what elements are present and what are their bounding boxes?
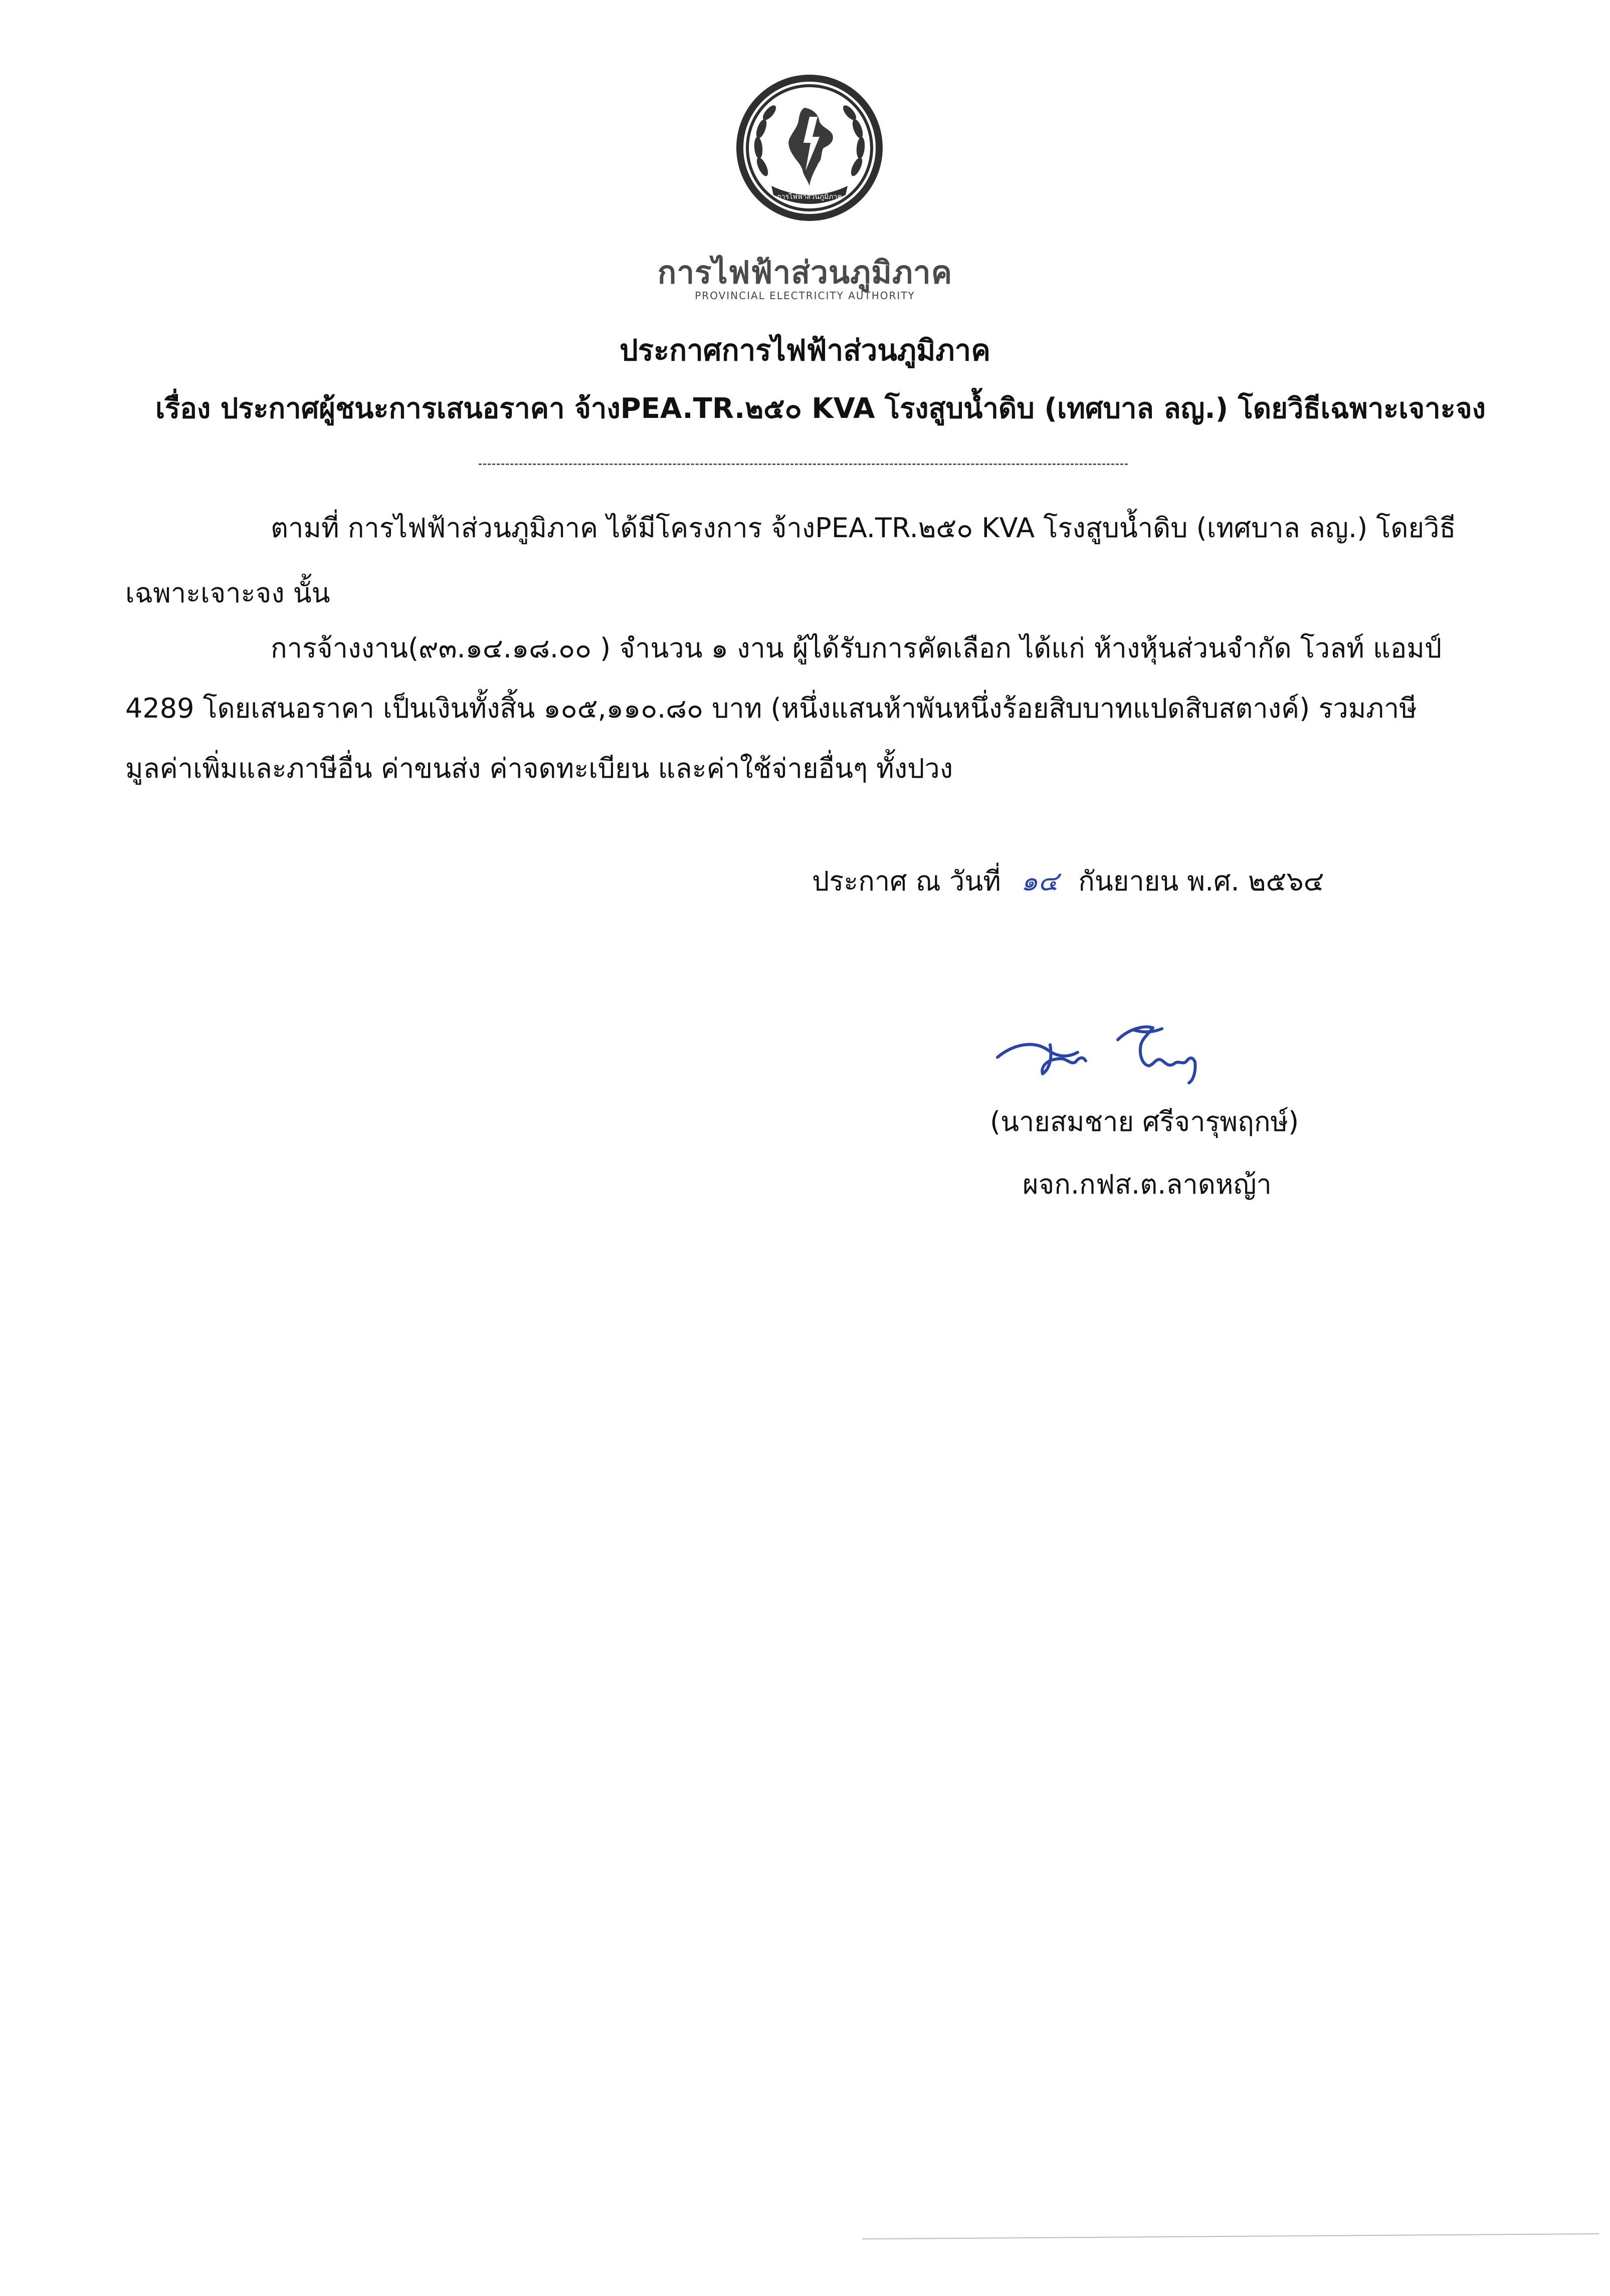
announcement-heading: ประกาศการไฟฟ้าส่วนภูมิภาค	[619, 333, 990, 367]
paragraph-1-line-1: ตามที่ การไฟฟ้าส่วนภูมิภาค ได้มีโครงการ จ้างPEA.TR.๒๕๐ KVA โรงสูบน้ำดิบ (เทศบาล ลญ.) โดยวิธี	[271, 512, 1456, 544]
paragraph-1-line-2: เฉพาะเจาะจง นั้น	[125, 577, 330, 609]
pea-emblem-icon	[734, 73, 885, 223]
divider	[479, 464, 1128, 465]
emblem-ribbon-text: การไฟฟ้าส่วนภูมิภาค	[777, 193, 842, 201]
announcement-subject: เรื่อง ประกาศผู้ชนะการเสนอราคา จ้างPEA.TR.๒๕๐ KVA โรงสูบน้ำดิบ (เทศบาล ลญ.) โดยวิธีเฉพาะเจาะจง	[155, 392, 1486, 425]
announcement-date	[812, 859, 1324, 902]
paragraph-2-line-1: การจ้างงาน(๙๓.๑๔.๑๘.๐๐ ) จำนวน ๑ งาน ผู้ได้รับการคัดเลือก ได้แก่ ห้างหุ้นส่วนจำกัด โวลท์ แอมป์	[271, 632, 1442, 664]
date-month-year: กันยายน พ.ศ. ๒๕๖๔	[1078, 865, 1324, 897]
signatory-position: ผจก.กฟส.ต.ลาดหญ้า	[1023, 1169, 1272, 1200]
date-day: ๑๔	[1021, 865, 1059, 897]
org-name-english: PROVINCIAL ELECTRICITY AUTHORITY	[695, 290, 915, 302]
signatory-name: (นายสมชาย ศรีจารุพฤกษ์)	[990, 1106, 1299, 1137]
org-name-thai: การไฟฟ้าส่วนภูมิภาค	[657, 254, 953, 291]
handwritten-signature-icon	[992, 1010, 1223, 1090]
date-prefix: ประกาศ ณ วันที่	[812, 865, 1001, 897]
paragraph-2-line-3: มูลค่าเพิ่มและภาษีอื่น ค่าขนส่ง ค่าจดทะเบียน และค่าใช้จ่ายอื่นๆ ทั้งปวง	[125, 753, 953, 784]
scan-edge-line	[862, 2233, 1599, 2239]
paragraph-2-line-2: 4289 โดยเสนอราคา เป็นเงินทั้งสิ้น ๑๐๕,๑๑๐.๘๐ บาท (หนึ่งแสนห้าพันหนึ่งร้อยสิบบาทแปดสิบสตางค์) รวมภาษี	[125, 693, 1417, 724]
